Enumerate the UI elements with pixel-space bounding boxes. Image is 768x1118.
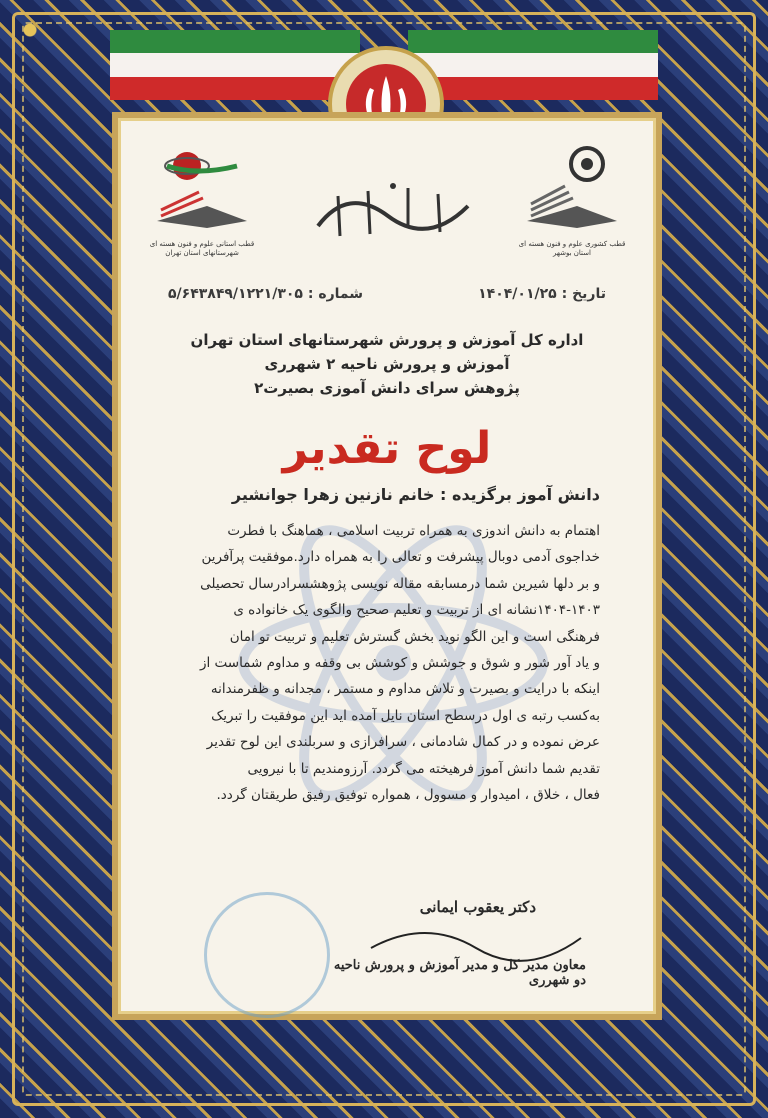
basmala-calligraphy-icon xyxy=(308,166,478,246)
book-atom-icon xyxy=(147,136,257,236)
org-line-1: اداره کل آموزش و پرورش شهرستانهای استان تهران xyxy=(190,331,584,349)
signer-name: دکتر یعقوب ایمانی xyxy=(419,898,536,916)
body-line: به‌کسب رتبه ی اول درسطح استان نایل آمده اید این موفقیت را تبریک xyxy=(211,707,600,724)
body-line: فرهنگی است و این الگو نوید بخش گسترش تعلیم و تربیت تو امان xyxy=(229,628,600,645)
signer-title: معاون مدیر کل و مدیر آموزش و پرورش ناحیه دو شهرری xyxy=(333,958,586,988)
certificate-paper xyxy=(112,112,662,1020)
body-line: و بر دلها شیرین شما درمسابقه مقاله نویسی پژوهشسرادرسال تحصیلی xyxy=(200,575,600,592)
number-label: شماره : ۵/۶۴۳۸۴۹/۱۲۲۱/۳۰۵ xyxy=(168,286,364,302)
right-logo-caption: قطب کشوری علوم و فنون هسته ای استان بوشهر xyxy=(518,240,626,257)
org-line-2: آموزش و پرورش ناحیه ۲ شهرری xyxy=(264,355,510,373)
official-stamp-icon xyxy=(204,892,330,1018)
right-logo xyxy=(512,136,632,266)
body-line: فعال ، خلاق ، امیدوار و مسوول ، همواره توفیق رفیق طریقتان گردد. xyxy=(216,787,600,804)
recipient-line: دانش آموز برگزیده : خانم نازنین زهرا جوانشیر xyxy=(231,485,600,504)
body-line: اینکه با درایت و بصیرت و تلاش مداوم و مستمر ، مجدانه و ظفرمندانه xyxy=(210,681,600,698)
org-line-3: پژوهش سرای دانش آموزی بصیرت۲ xyxy=(254,379,520,397)
book-gear-icon xyxy=(517,136,627,236)
flag-left xyxy=(110,30,360,100)
body-line: خداجوی آدمی دوبال پیشرفت و تعالی را به همراه دارد.موفقیت پرآفرین xyxy=(201,549,600,566)
certificate-title: لوح تقدیر xyxy=(282,423,492,474)
body-line: و یاد آور شور و شوق و جوشش و کوشش بی وقفه و مداوم شماست از xyxy=(199,655,600,672)
body-line: عرض نموده و در کمال شادمانی ، سرافرازی و سربلندی این لوح تقدیر xyxy=(206,734,600,751)
body-line: اهتمام به دانش اندوزی به همراه تربیت اسلامی ، هماهنگ با فطرت xyxy=(227,523,600,539)
left-logo-caption: قطب استانی علوم و فنون هسته ای شهرستانهای استان تهران xyxy=(149,240,255,257)
certificate-body xyxy=(138,518,600,808)
date-label: تاریخ : ۱۴۰۴/۰۱/۲۵ xyxy=(478,286,606,302)
left-logo xyxy=(142,136,262,266)
organization-heading xyxy=(118,328,656,400)
body-line: ۱۴۰۴-۱۴۰۳نشانه ای از تربیت و تعلیم صحیح والگوی یک خانواده ی xyxy=(233,602,600,619)
flag-right xyxy=(408,30,658,100)
body-line: تقدیم شما دانش آموز فرهیخته می گردد. آرزومندیم تا با نیرویی xyxy=(247,760,600,777)
meta-row xyxy=(138,286,636,308)
signature-block xyxy=(326,878,586,1008)
